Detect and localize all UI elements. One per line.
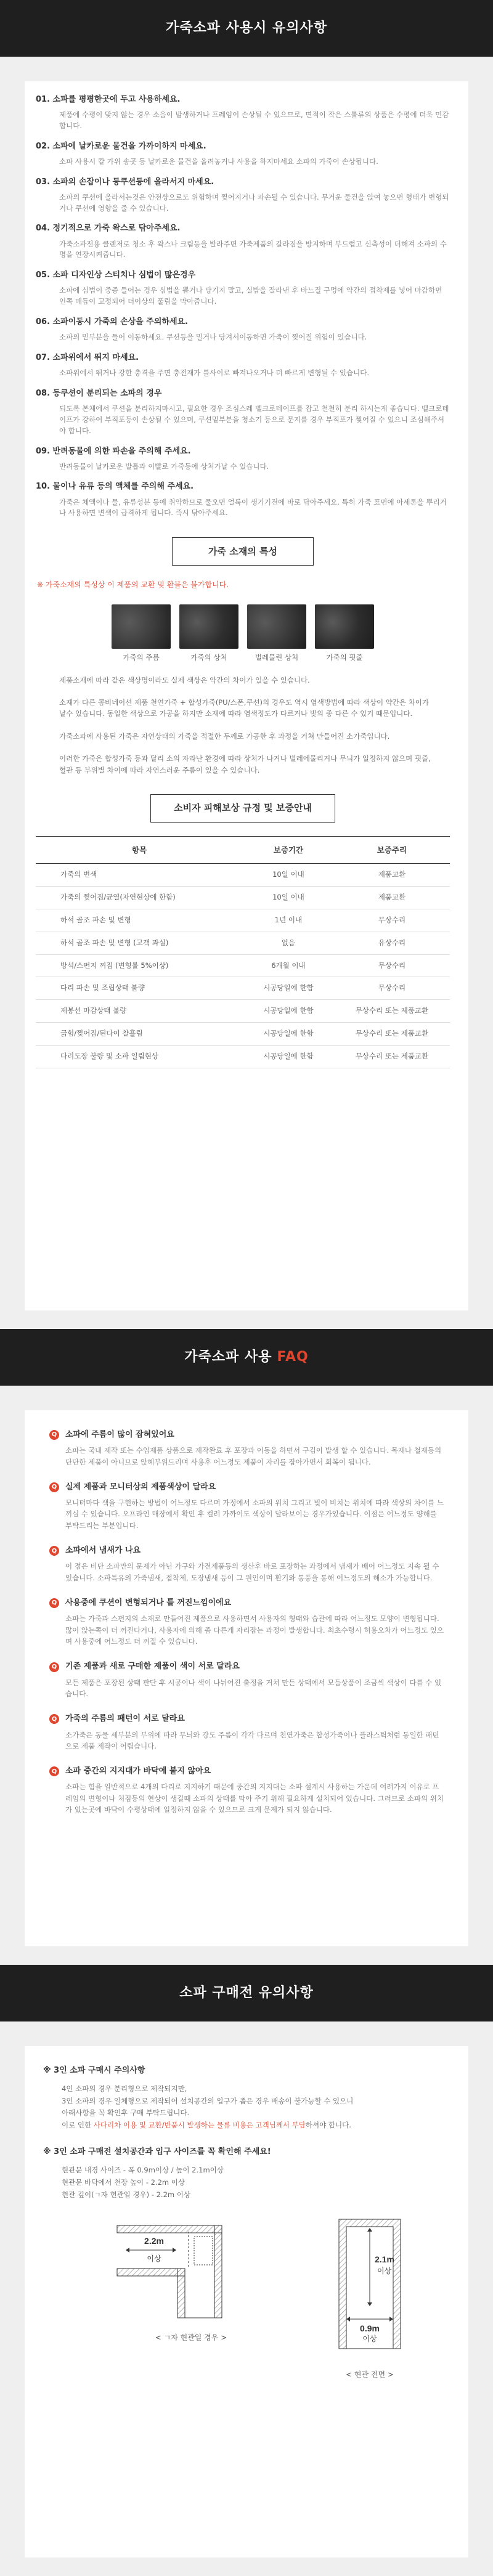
leather-swatch-image [112, 604, 171, 649]
notice-title: 05. 소파 디자인상 스티치나 심법이 많은경우 [36, 270, 196, 280]
notice-body: 되도록 본체에서 쿠션을 분리하지마시고, 필요한 경우 조심스레 벨크로테이프를 잡고 천천히 분리 하시는게 좋습니다. 벨크로테이프가 강하여 부직포등이 손상될 수 있으며, 쿠션밑부분을 청소기 등으로 문지를 경우 부직포가 찢어질 수 있으니 조심해주셔야 합니다. [59, 404, 449, 435]
leather-swatch-label: 가죽의 상처 [190, 652, 227, 662]
notice-body: 제품에 수평이 맞지 않는 경우 소음이 발생하거나 프레임이 손상될 수 있으므로, 면적이 작은 스툴류의 상품은 수평에 더욱 민감합니다. [59, 110, 449, 130]
notice-title: 02. 소파에 날카로운 물건을 가까이하지 마세요. [36, 141, 206, 151]
notice-title: 03. 소파의 손잡이나 등쿠션등에 올라서지 마세요. [36, 177, 214, 187]
question-icon: Q [49, 1766, 59, 1776]
notice-item [36, 445, 450, 473]
purchase-notice-title: 소파 구매전 유의사항 [179, 1985, 314, 2001]
notice-item [36, 222, 450, 261]
entrance-size-body [43, 2164, 450, 2201]
faq-header [0, 1329, 493, 1386]
leather-swatch-image [315, 604, 374, 649]
faq-item [49, 1660, 444, 1699]
faq-answer: 소파는 가죽과 스펀지의 소재로 만들어진 제품으로 사용하면서 사용자의 형태와 습관에 따라 어느정도 모양이 변형됩니다. 많이 앉는쪽이 더 꺼진다거나, 사용자에 의해 좀 다른게 자리잡는 과정이 발생합니다. 최초수령시 허용오차가 어느정도 있으며 사용중에 어느정도 더 꺼질 수 있습니다. [65, 1614, 444, 1646]
faq-question [49, 1545, 444, 1557]
row-period: 시공당일에 한함 [243, 1045, 334, 1068]
table-row [36, 887, 450, 909]
door-height-sub: 이상 [377, 2267, 392, 2276]
purchase-notice-header [0, 1965, 493, 2021]
leather-swatch-label: 벌레물린 상처 [255, 652, 299, 662]
compensation-table-body [36, 864, 450, 1068]
entrance-size-line: 현관문 바닥에서 천장 높이 - 2.2m 이상 [62, 2178, 185, 2187]
faq-answer: 소파는 힘을 일반적으로 4개의 다리로 지지하기 때문에 중간의 지지대는 소파 설계시 사용하는 가운데 여러가지 이유로 프레임의 변형이나 처짐등의 현상이 생길때 소파의 상태를 막아 주기 위해 필요하게 설치되어 있습니다. 그러므로 소파의 위치가 있는곳에 바닥이 수평상태에 일정하지 않을 수 있으므로 크게 문제가 되지 않습니다. [65, 1782, 444, 1814]
faq-item [49, 1545, 444, 1583]
faq-title: 가죽소파 사용 [184, 1349, 272, 1365]
question-icon: Q [49, 1482, 59, 1492]
entrance-size-line: 현관문 내경 사이즈 - 폭 0.9m이상 / 높이 2.1m이상 [62, 2166, 224, 2175]
faq-item [49, 1481, 444, 1531]
question-icon: Q [49, 1430, 59, 1440]
notice-body: 소파에 심법이 중종 들어는 경우 심법을 뽑거나 당기지 말고, 실밥을 잘라낸 후 바느질 구멍에 약간의 접착제를 넣어 마감하면 인쪽 매듭이 고정되어 더이상의 풀림을 막아줍니다. [59, 286, 442, 306]
three-seat-notice-body [43, 2083, 450, 2131]
faq-question-text: 소파 중간의 지지대가 바닥에 붙지 않아요 [65, 1766, 211, 1776]
faq-answer: 모든 제품은 포장된 상태 판단 후 시공이나 색이 나뉘어진 출정을 거쳐 만든 상태에서 모듬상품이 조금씩 색상이 다를 수 있습니다. [65, 1678, 442, 1698]
three-seat-notice-title: ※ 3인 소파 구매시 주의사항 [43, 2066, 145, 2075]
row-item: 다리도장 불량 및 소파 일림현상 [36, 1045, 243, 1068]
row-period: 시공당일에 한함 [243, 977, 334, 1000]
column-header-remedy: 보증주리 [334, 836, 450, 863]
table-row [36, 909, 450, 932]
faq-item [49, 1713, 444, 1752]
table-row [36, 1045, 450, 1068]
leather-swatch [247, 604, 306, 664]
row-period: 6개월 이내 [243, 954, 334, 977]
notice-list [36, 94, 450, 519]
notice-body: 가죽소파전용 클렌저로 청소 후 왁스나 크림등을 발라주면 가죽제품의 갈라짐을 방지하며 부드럽고 신축성이 더해져 소파의 수명을 연장시켜줍니다. [59, 239, 447, 259]
row-period: 10일 이내 [243, 887, 334, 909]
faq-question [49, 1481, 444, 1493]
notice-body: 소파위에서 뛰거나 강한 충격을 주면 충전재가 틀사이로 빠져나오거나 더 빠르게 변형될 수 있습니다. [59, 368, 369, 378]
row-remedy: 무상수리 [334, 909, 450, 932]
l-entrance-depth-sub: 이상 [147, 2254, 161, 2264]
notice-title: 09. 반려동물에 의한 파손을 주의해 주세요. [36, 446, 191, 456]
leather-warning-note: ※ 가죽소재의 특성상 이 제품의 교환 및 환불은 불가합니다. [37, 580, 229, 590]
row-item: 가죽의 변색 [36, 864, 243, 887]
leather-swatch [315, 604, 374, 664]
row-item: 제봉선 마감상태 불량 [36, 1000, 243, 1023]
row-remedy: 제품교환 [334, 864, 450, 887]
faq-question [49, 1597, 444, 1609]
row-remedy: 무상수리 [334, 954, 450, 977]
l-entrance-depth-label: 2.2m [144, 2236, 164, 2246]
row-period: 시공당일에 한함 [243, 1023, 334, 1046]
row-item: 하석 골조 파손 및 변형 (고객 과실) [36, 932, 243, 954]
notice-item [36, 176, 450, 214]
row-item: 다리 파손 및 조립상태 불량 [36, 977, 243, 1000]
logistics-prefix: 이로 인한 [62, 2120, 94, 2129]
leather-paragraph: 가죽소파에 사용된 가죽은 자연상태의 가죽을 적절한 두께로 가공한 후 과정을 거쳐 만들어진 소가죽입니다. [59, 731, 390, 741]
three-seat-line: 3인 소파의 경우 일체형으로 제작되어 설치공간의 입구가 좁은 경우 배송이 불가능할 수 있으니 [62, 2096, 354, 2105]
notice-title: 07. 소파위에서 뛰지 마세요. [36, 352, 139, 362]
question-icon: Q [49, 1546, 59, 1556]
purchase-notice-card [25, 2046, 468, 2558]
row-period: 1년 이내 [243, 909, 334, 932]
row-item: 가죽의 찢어짐/균열(자연현상에 한함) [36, 887, 243, 909]
column-header-item: 항목 [36, 836, 243, 863]
notice-title: 04. 정기적으로 가죽 왁스로 닦아주세요. [36, 224, 181, 234]
leather-properties-title [172, 537, 314, 566]
leather-properties-title-text: 가죽 소재의 특성 [208, 545, 277, 557]
faq-answer: 소파는 국내 제작 또는 수입제품 상품으로 제작완료 후 포장과 이동을 하면서 구김이 발생 할 수 있습니다. 목재나 철재등의 단단한 제품이 아니므로 앉혜부위드리며 사용후 어느정도 제품이 자리를 잡아가면서 회복이 됩니다. [65, 1446, 442, 1466]
front-door-caption: < 현관 전면 > [346, 2370, 394, 2379]
compensation-table-header [36, 836, 450, 863]
l-entrance-drawing [111, 2213, 271, 2324]
row-period: 10일 이내 [243, 864, 334, 887]
leather-swatch-row [36, 604, 450, 664]
notice-item [36, 316, 450, 343]
entrance-size-line: 현관 깊이(ㄱ자 현관일 경우) - 2.2m 이상 [62, 2190, 190, 2199]
entrance-diagrams [43, 2201, 450, 2381]
usage-notice-card [25, 81, 468, 1310]
three-seat-line: 4인 소파의 경우 분리형으로 제작되지만, [62, 2084, 187, 2094]
faq-question-text: 실제 제품과 모니터상의 제품색상이 달라요 [65, 1482, 216, 1492]
logistics-cost-line [62, 2119, 450, 2132]
table-row [36, 954, 450, 977]
notice-title: 06. 소파이동시 가죽의 손상을 주의하세요. [36, 317, 188, 327]
row-remedy: 무상수리 [334, 977, 450, 1000]
row-item: 하석 골조 파손 및 변형 [36, 909, 243, 932]
question-icon: Q [49, 1598, 59, 1608]
l-shaped-entrance-diagram [111, 2213, 271, 2381]
door-width-label: 0.9m [360, 2323, 380, 2334]
row-period: 없음 [243, 932, 334, 954]
front-door-diagram [327, 2213, 413, 2381]
faq-question-text: 소파에서 냄새가 나요 [65, 1546, 141, 1556]
faq-item [49, 1765, 444, 1815]
notice-item [36, 352, 450, 379]
row-remedy: 유상수리 [334, 932, 450, 954]
faq-answer: 모니터마다 색을 구현하는 방법이 어느정도 다르며 가정에서 소파의 위치 그리고 빛이 비치는 위치에 따라 색상의 차이를 느끼실 수 있습니다. 오프라인 매장에서 확인 후 컬러 가까이도 색상이 달라보이는 경우가있습니다. 이점은 어느정도 양해를 부탁드리는 부분입니다. [65, 1498, 444, 1530]
faq-title-accent: FAQ [277, 1349, 309, 1365]
notice-title: 01. 소파를 평평한곳에 두고 사용하세요. [36, 95, 181, 104]
notice-title: 10. 물이나 유류 등의 액체를 주의해 주세요. [36, 482, 194, 492]
column-header-period: 보증기간 [243, 836, 334, 863]
faq-answer: 이 점은 비단 소파만의 문제가 아닌 가구와 가전제품등의 생산후 바로 포장하는 과정에서 냄새가 배어 어느정도 지속 될 수 있습니다. 소파특유의 가죽냄새, 접착제, 도장냄새 등이 그 원인이며 환기와 통풍을 통해 어느정도의 해소가 가능합니다. [65, 1562, 439, 1582]
leather-paragraph: 제품소재에 따라 같은 색상명이라도 실제 색상은 약간의 차이가 있을 수 있습니다. [59, 675, 310, 685]
faq-question-text: 가죽의 주름의 패턴이 서로 달라요 [65, 1714, 185, 1724]
three-seat-line: 아래사항을 꼭 확인후 구매 부탁드립니다. [62, 2108, 190, 2118]
table-row [36, 864, 450, 887]
notice-item [36, 269, 450, 307]
l-entrance-caption: < ㄱ자 현관일 경우 > [155, 2333, 227, 2342]
usage-notice-header [0, 0, 493, 57]
leather-swatch-image [179, 604, 238, 649]
faq-question-text: 기존 제품과 새로 구매한 제품이 색이 서로 달라요 [65, 1662, 240, 1672]
question-icon: Q [49, 1662, 59, 1672]
leather-paragraph: 이러한 가죽은 합성가죽 등과 달리 소의 자라난 환경에 따라 상처가 나거나 벌레에물리거나 무늬가 일정하지 않으며 핏줄, 혈관 등 부위별 차이에 따라 자연스러운 주름이 있을 수 있습니다. [59, 754, 431, 774]
leather-paragraphs [36, 675, 450, 776]
row-remedy: 무상수리 또는 제품교환 [334, 1023, 450, 1046]
faq-card [25, 1410, 468, 1946]
compensation-title-text: 소비자 피해보상 규정 및 보증안내 [174, 802, 312, 814]
purchase-notice-panel [0, 2021, 493, 2576]
faq-question [49, 1429, 444, 1441]
faq-item [49, 1597, 444, 1647]
faq-question [49, 1713, 444, 1725]
leather-paragraph: 소재가 다른 콤비네이션 제품 천연가죽 + 합성가죽(PU/스폰,쿠션)의 경우도 역시 염색방법에 따라 색상이 약간은 차이가 날수 있습니다. 동일한 색상으로 가공을 하지만 소재에 따라 염색정도가 다르거나 빛의 종 다른 수 있기 때문입니다. [59, 698, 430, 718]
faq-list [49, 1429, 444, 1816]
leather-swatch-label: 가죽의 주름 [123, 652, 160, 662]
faq-panel [0, 1386, 493, 1965]
notice-body: 소파의 밑부분을 들어 이동하세요. 쿠션등을 밀거나 당겨서이동하면 가죽이 찢어질 위험이 있습니다. [59, 333, 367, 342]
front-door-drawing [327, 2213, 413, 2361]
notice-item [36, 140, 450, 168]
row-item: 긁힘/찢어짐/된다이 찰흘림 [36, 1023, 243, 1046]
faq-item [49, 1429, 444, 1468]
usage-notice-panel [0, 57, 493, 1329]
table-row [36, 977, 450, 1000]
notice-title: 08. 등쿠션이 분리되는 소파의 경우 [36, 388, 162, 398]
entrance-size-title: ※ 3인 소파 구매전 설치공간과 입구 사이즈를 꼭 확인해 주세요! [43, 2147, 271, 2157]
notice-item [36, 481, 450, 519]
leather-swatch-image [247, 604, 306, 649]
notice-item [36, 94, 450, 132]
faq-question-text: 사용중에 쿠션이 변형되거나 틀 꺼진느낌이에요 [65, 1598, 232, 1608]
door-width-sub: 이상 [362, 2334, 377, 2344]
row-item: 방석/스펀지 꺼짐 (변형률 5%이상) [36, 954, 243, 977]
usage-notice-title: 가죽소파 사용시 유의사항 [165, 20, 328, 36]
door-height-label: 2.1m [375, 2254, 394, 2265]
leather-swatch [112, 604, 171, 664]
compensation-table [36, 836, 450, 1068]
table-row [36, 932, 450, 954]
notice-item [36, 388, 450, 437]
table-row [36, 1000, 450, 1023]
leather-swatch [179, 604, 238, 664]
faq-answer: 소가죽은 동물 세부분의 부위에 따라 무늬와 강도 주름이 각각 다르며 천연가죽은 합성가죽이나 플라스틱처럼 동일한 패턴으로 제품 제작이 어렵습니다. [65, 1730, 439, 1750]
row-remedy: 무상수리 또는 제품교환 [334, 1000, 450, 1023]
compensation-title [150, 794, 335, 823]
table-row [36, 1023, 450, 1046]
leather-swatch-label: 가죽의 핏줄 [326, 652, 363, 662]
row-period: 시공당일에 한함 [243, 1000, 334, 1023]
notice-body: 반려동물이 날카로운 발톱과 이빨로 가죽등에 상처가날 수 있습니다. [59, 461, 269, 471]
notice-body: 소파 사용시 칼 가위 송곳 등 날카로운 물건을 올려놓거나 사용을 하지마세요 소파의 가죽이 손상됩니다. [59, 156, 378, 166]
row-remedy: 제품교환 [334, 887, 450, 909]
faq-question [49, 1765, 444, 1778]
logistics-suffix: 하셔야 합니다. [305, 2120, 351, 2129]
row-remedy: 무상수리 또는 제품교환 [334, 1045, 450, 1068]
faq-question-text: 소파에 주름이 많이 잡혀있어요 [65, 1430, 174, 1439]
notice-body: 가죽은 체액이나 물, 유류성분 등에 취약하므로 물오면 얼룩이 생기기전에 바로 닦아주세요. 특히 가죽 표면에 아세톤을 뿌리거나 사용하면 변색이 급격하게 됩니다. 즉시 닦아주세요. [59, 497, 447, 518]
question-icon: Q [49, 1714, 59, 1724]
logistics-highlight: 사다리차 이용 및 교환/반품시 발생하는 물류 비용은 고객님께서 부담 [93, 2120, 306, 2129]
faq-question [49, 1660, 444, 1673]
notice-body: 소파의 쿠션에 올라서는것은 안전상으로도 위험하며 찢어지거나 파손될 수 있습니다. 무거운 물건을 앉여 놓으면 형태가 변형되거나 쿠션에 영향을 줄 수 있습니다. [59, 192, 449, 213]
